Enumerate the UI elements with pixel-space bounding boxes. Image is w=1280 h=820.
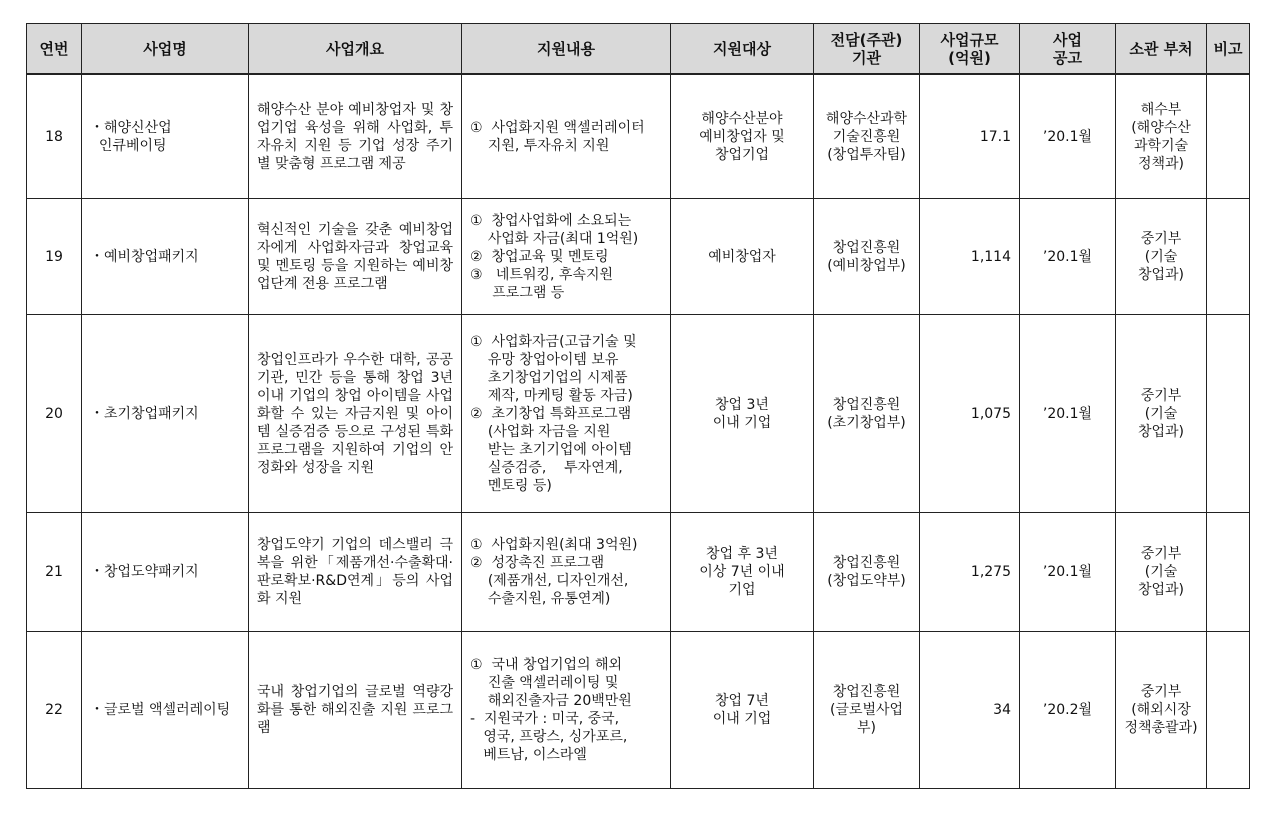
cell-ministry: 해수부 (해양수산 과학기술 정책과): [1116, 74, 1207, 199]
cell-support: ① 사업화지원 액셀러레이터 지원, 투자유치 지원: [462, 74, 671, 199]
cell-support: ① 창업사업화에 소요되는 사업화 자금(최대 1억원) ② 창업교육 및 멘토링 ③ 네트워킹, 후속지원 프로그램 등: [462, 199, 671, 315]
cell-target: 창업 3년 이내 기업: [671, 315, 814, 513]
cell-overview: 창업도약기 기업의 데스밸리 극복을 위한「제품개선·수출확대·판로확보·R&D연계」등의 사업화 지원: [249, 513, 462, 632]
cell-overview: 혁신적인 기술을 갖춘 예비창업자에게 사업화자금과 창업교육 및 멘토링 등을 지원하는 예비창업단계 전용 프로그램: [249, 199, 462, 315]
cell-target: 예비창업자: [671, 199, 814, 315]
cell-agency: 창업진흥원 (창업도약부): [814, 513, 920, 632]
cell-budget: 17.1: [920, 74, 1020, 199]
cell-agency: 해양수산과학 기술진흥원 (창업투자팀): [814, 74, 920, 199]
cell-overview: 국내 창업기업의 글로벌 역량강화를 통한 해외진출 지원 프로그램: [249, 632, 462, 789]
cell-notice: ’20.2월: [1020, 632, 1116, 789]
cell-support: ① 국내 창업기업의 해외 진출 액셀러레이팅 및 해외진출자금 20백만원 - 지원국가 : 미국, 중국, 영국, 프랑스, 싱가포르, 베트남, 이스라엘: [462, 632, 671, 789]
header-ministry: 소관 부처: [1116, 24, 1207, 75]
header-overview: 사업개요: [249, 24, 462, 75]
cell-overview: 창업인프라가 우수한 대학, 공공기관, 민간 등을 통해 창업 3년 이내 기업의 창업 아이템을 사업화할 수 있는 자금지원 및 아이템 실증검증 등으로 구성된 특화프로그램을 지원하여 기업의 안정화와 성장을 지원: [249, 315, 462, 513]
cell-remark: [1207, 632, 1250, 789]
cell-name: ・초기창업패키지: [82, 315, 249, 513]
cell-remark: [1207, 315, 1250, 513]
table-row: [27, 199, 1250, 315]
cell-name: ・예비창업패키지: [82, 199, 249, 315]
cell-remark: [1207, 513, 1250, 632]
cell-name: ・글로벌 액셀러레이팅: [82, 632, 249, 789]
cell-budget: 34: [920, 632, 1020, 789]
cell-agency: 창업진흥원 (예비창업부): [814, 199, 920, 315]
header-target: 지원대상: [671, 24, 814, 75]
cell-target: 창업 7년 이내 기업: [671, 632, 814, 789]
header-row: [27, 24, 1250, 75]
cell-ministry: 중기부 (기술 창업과): [1116, 315, 1207, 513]
cell-name: ・해양신산업 인큐베이팅: [82, 74, 249, 199]
cell-remark: [1207, 74, 1250, 199]
cell-support: ① 사업화지원(최대 3억원) ② 성장촉진 프로그램 (제품개선, 디자인개선, 수출지원, 유통연계): [462, 513, 671, 632]
cell-agency: 창업진흥원 (글로벌사업부): [814, 632, 920, 789]
header-no: 연번: [27, 24, 82, 75]
table-row: [27, 632, 1250, 789]
header-name: 사업명: [82, 24, 249, 75]
table-row: [27, 74, 1250, 199]
cell-budget: 1,114: [920, 199, 1020, 315]
cell-no: 22: [27, 632, 82, 789]
cell-budget: 1,075: [920, 315, 1020, 513]
cell-ministry: 중기부 (해외시장 정책총괄과): [1116, 632, 1207, 789]
cell-target: 창업 후 3년 이상 7년 이내 기업: [671, 513, 814, 632]
cell-ministry: 중기부 (기술 창업과): [1116, 513, 1207, 632]
cell-remark: [1207, 199, 1250, 315]
cell-agency: 창업진흥원 (초기창업부): [814, 315, 920, 513]
cell-no: 21: [27, 513, 82, 632]
header-support: 지원내용: [462, 24, 671, 75]
table-row: [27, 513, 1250, 632]
header-remark: 비고: [1207, 24, 1250, 75]
header-agency: 전담(주관) 기관: [814, 24, 920, 75]
cell-overview: 해양수산 분야 예비창업자 및 창업기업 육성을 위해 사업화, 투자유치 지원 등 기업 성장 주기별 맞춤형 프로그램 제공: [249, 74, 462, 199]
cell-support: ① 사업화자금(고급기술 및 유망 창업아이템 보유 초기창업기업의 시제품 제작, 마케팅 활동 자금) ② 초기창업 특화프로그램 (사업화 자금을 지원 받는 초기기업에 아이템 실증검증, 투자연계, 멘토링 등): [462, 315, 671, 513]
cell-notice: ’20.1월: [1020, 74, 1116, 199]
header-budget: 사업규모 (억원): [920, 24, 1020, 75]
cell-no: 18: [27, 74, 82, 199]
header-notice: 사업 공고: [1020, 24, 1116, 75]
table-row: [27, 315, 1250, 513]
cell-notice: ’20.1월: [1020, 199, 1116, 315]
cell-notice: ’20.1월: [1020, 315, 1116, 513]
cell-no: 20: [27, 315, 82, 513]
cell-target: 해양수산분야 예비창업자 및 창업기업: [671, 74, 814, 199]
cell-notice: ’20.1월: [1020, 513, 1116, 632]
cell-budget: 1,275: [920, 513, 1020, 632]
cell-name: ・창업도약패키지: [82, 513, 249, 632]
cell-no: 19: [27, 199, 82, 315]
program-table: [26, 23, 1250, 789]
cell-ministry: 중기부 (기술 창업과): [1116, 199, 1207, 315]
